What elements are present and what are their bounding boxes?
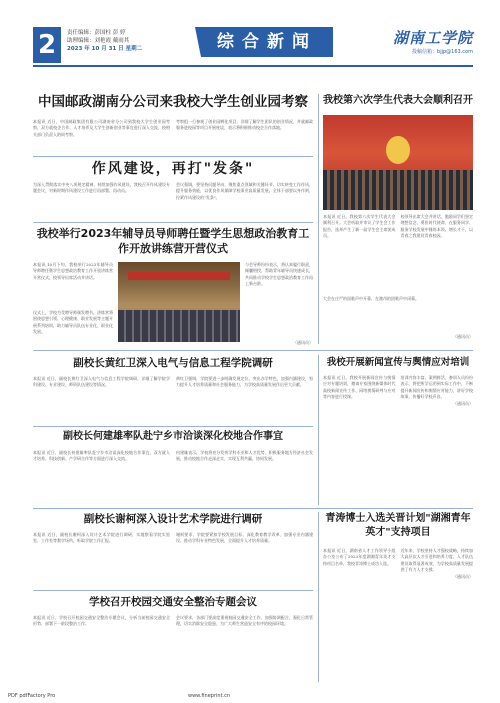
photo-crowd [323,170,473,210]
article-4 [323,94,473,108]
article-9-byline: （通讯员） [453,573,473,579]
article-3-paragraph-1: 本报讯 10月下旬，我校举行2023年辅导员导师聘任暨学生思想政治教育工作开放讲练营开营仪式，校领导出席活动并讲话。 [33,262,113,280]
column-divider [318,512,319,682]
article-3-headline: 我校举行2023年辅导员导师聘任暨学生思想政治教育工作开放讲练营开营仪式 [36,227,310,255]
article-3-byline: （通讯员） [293,340,313,345]
article-4-byline: （通讯员） [453,334,473,339]
divider [33,156,313,157]
column-divider [318,94,319,344]
photo-emblem [386,136,410,165]
article-4-body [323,214,473,240]
article-4-paragraph-3: 大会在庄严的国歌声中开幕，在激昂的团歌声中闭幕。 [323,296,419,301]
page-footer [8,693,492,699]
article-8-paragraph-2: 谢柯要求，学院要紧扣学校发展目标，深化教育教学改革，加强专业内涵建设，推动学科专业特色发展，全面提升人才培养质量。 [176,532,313,544]
article-5-paragraph-2: 黄红卫强调，学院要进一步明确发展定位，突出办学特色，加强内涵建设，努力提升人才培养质量和社会服务能力，为学校高质量发展作出更大贡献。 [176,376,313,388]
article-6-byline: （通讯员） [453,400,473,406]
proof-line: 助理编辑：刘艳霞 戴雨其 [67,38,130,44]
divider [33,508,473,509]
article-4-paragraph-2: 校领导出席大会并讲话，勉励同学们坚定理想信念，勇担时代使命，在服务同学、服务学校发展中锤炼本领、增长才干，以青春之我建设青春校园。 [400,214,473,239]
divider [33,590,313,591]
article-10 [33,595,313,628]
issue-date: 2023 年 10 月 31 日 星期二 [67,46,143,52]
meeting-photo [118,262,240,342]
article-2-headline: 作风建设，再打"发条" [91,161,255,177]
article-7-headline: 副校长何建雄率队赴宁乡市洽谈深化校地合作事宜 [63,431,283,442]
article-3 [33,226,313,256]
article-9 [323,512,473,580]
column-divider [318,355,319,505]
article-9-paragraph-1: 本报讯 近日，湖南省人才工作领导小组办公室公布了2023年度湖湘青年英才支持项目名单，我校青涛博士成功入选。 [323,548,396,566]
article-1-paragraph-2: 考察组一行参观了创业园孵化项目，详细了解学生团队的创业情况，并就邮政服务进校园等项目开展座谈，表示将积极推动校企合作落地。 [176,119,313,131]
section-title: 综合新闻 [201,27,333,57]
article-6-headline: 我校开展新闻宣传与舆情应对培训 [326,357,470,368]
article-5-headline: 副校长黄红卫深入电气与信息工程学院调研 [73,357,273,369]
article-2 [33,160,313,201]
article-10-paragraph-1: 本报讯 近日，学校召开校园交通安全整治专题会议，分析当前校园交通安全形势，部署下一阶段整治工作。 [33,615,170,627]
article-9-paragraph-2: 近年来，学校坚持人才强校战略，持续加大高层次人才引进和培养力度，人才队伍建设取得显著成效，为学校高质量发展提供了有力人才支撑。 [400,548,473,573]
article-4-headline: 我校第六次学生代表大会顺利召开 [323,95,473,106]
article-9-headline: 青涛博士入选关晋计划"湖湘青年英才"支持项目 [325,513,471,538]
article-10-paragraph-2: 会议要求，各部门要高度重视校园交通安全工作，加强协调配合，强化日常管理，切实消除安全隐患，为广大师生营造安全有序的校园环境。 [176,615,313,627]
editor-line: 责任编辑：彭国柱 彭 婷 [67,30,126,36]
article-5-paragraph-1: 本报讯 近日，副校长黄红卫深入电气与信息工程学院调研，详细了解学院学科建设、专业建设、师资队伍建设等情况。 [33,376,170,388]
article-1-headline: 中国邮政湖南分公司来我校大学生创业园考察 [38,94,308,110]
masthead-rule [33,65,473,67]
divider [33,350,473,351]
article-3-paragraph-3: 与会导师纷纷表示，将认真履行职责，倾囊相授，帮助青年辅导员快速成长，共同推动学校学生思想政治教育工作再上新台阶。 [245,262,313,287]
article-2-paragraph-2: 会议强调，要坚持问题导向，聚焦重点领域和关键环节，切实转变工作作风，提升服务效能，以优良作风保障学校事业高质量发展。全体干部要以身作则，拧紧作风建设的"发条"。 [176,182,313,200]
article-6-paragraph-1: 本报讯 近日，我校开展新闻宣传与舆情应对专题培训，邀请专家围绕新媒体时代高校新闻宣传工作、网络舆情研判与应对等内容进行授课。 [323,375,396,400]
divider [33,222,313,223]
paper-logo: 湖南工学院 [392,29,473,47]
photo-banner [128,272,230,280]
article-5 [33,356,313,389]
article-6 [323,356,473,407]
article-6-paragraph-2: 培训内容丰富、案例鲜活，参训人员纷纷表示，将把所学运用到实际工作中，不断提升新闻宣传和舆情应对能力，讲好学校故事，传播好学校声音。 [400,375,473,400]
article-2-paragraph-1: 为深入贯彻落实中央八项规定精神，持续加强作风建设，我校召开作风建设专题会议，对新时期作风建设工作进行再部署、再动员。 [33,182,170,194]
contact-email: 投稿信箱：bjjp@163.com [412,49,473,55]
article-1-paragraph-1: 本报讯 近日，中国邮政集团有限公司湖南省分公司到我校大学生创业园考察，双方就校企合作、人才培养及大学生创新创业等事宜进行深入交流，校相关部门负责人陪同考察。 [33,119,170,137]
article-8-headline: 副校长谢柯深入设计艺术学院进行调研 [83,513,263,525]
editor-info [67,29,142,53]
article-8 [33,512,313,545]
article-4-paragraph-1: 本报讯 近日，我校第六次学生代表大会顺利召开。大会听取并审议了学生会工作报告，选举产生了新一届学生会主席团成员。 [323,214,396,239]
article-7-paragraph-1: 本报讯 近日，副校长何建雄率队赴宁乡市洽谈深化校地合作事宜，双方就人才培养、科技创新、产学研合作等方面进行深入交流。 [33,450,170,462]
article-1 [33,94,313,138]
page-number: 2 [33,27,61,63]
photo-audience [118,310,240,342]
article-10-headline: 学校召开校园交通安全整治专题会议 [89,596,257,608]
article-7 [33,430,313,463]
article-3-paragraph-2: 仪式上，学校为受聘导师颁发聘书。讲练营将围绕思想引领、心理健康、职业发展等主题开展系列培训，助力辅导员队伍专业化、职业化发展。 [33,310,113,335]
footer-left: PDF pdfFactory Pro [8,693,56,699]
footer-url: www.fineprint.cn [188,693,231,699]
masthead [33,27,473,65]
article-7-paragraph-2: 何建雄表示，学校将充分发挥学科专业和人才优势，积极服务地方经济社会发展，推动校地合作走深走实，实现互利共赢、协同发展。 [176,450,313,462]
article-8-paragraph-1: 本报讯 近日，副校长谢柯深入设计艺术学院进行调研，实地察看学院实验室、工作室等教学场所，听取学院工作汇报。 [33,532,170,544]
stage-photo [323,115,473,210]
divider [33,426,313,427]
